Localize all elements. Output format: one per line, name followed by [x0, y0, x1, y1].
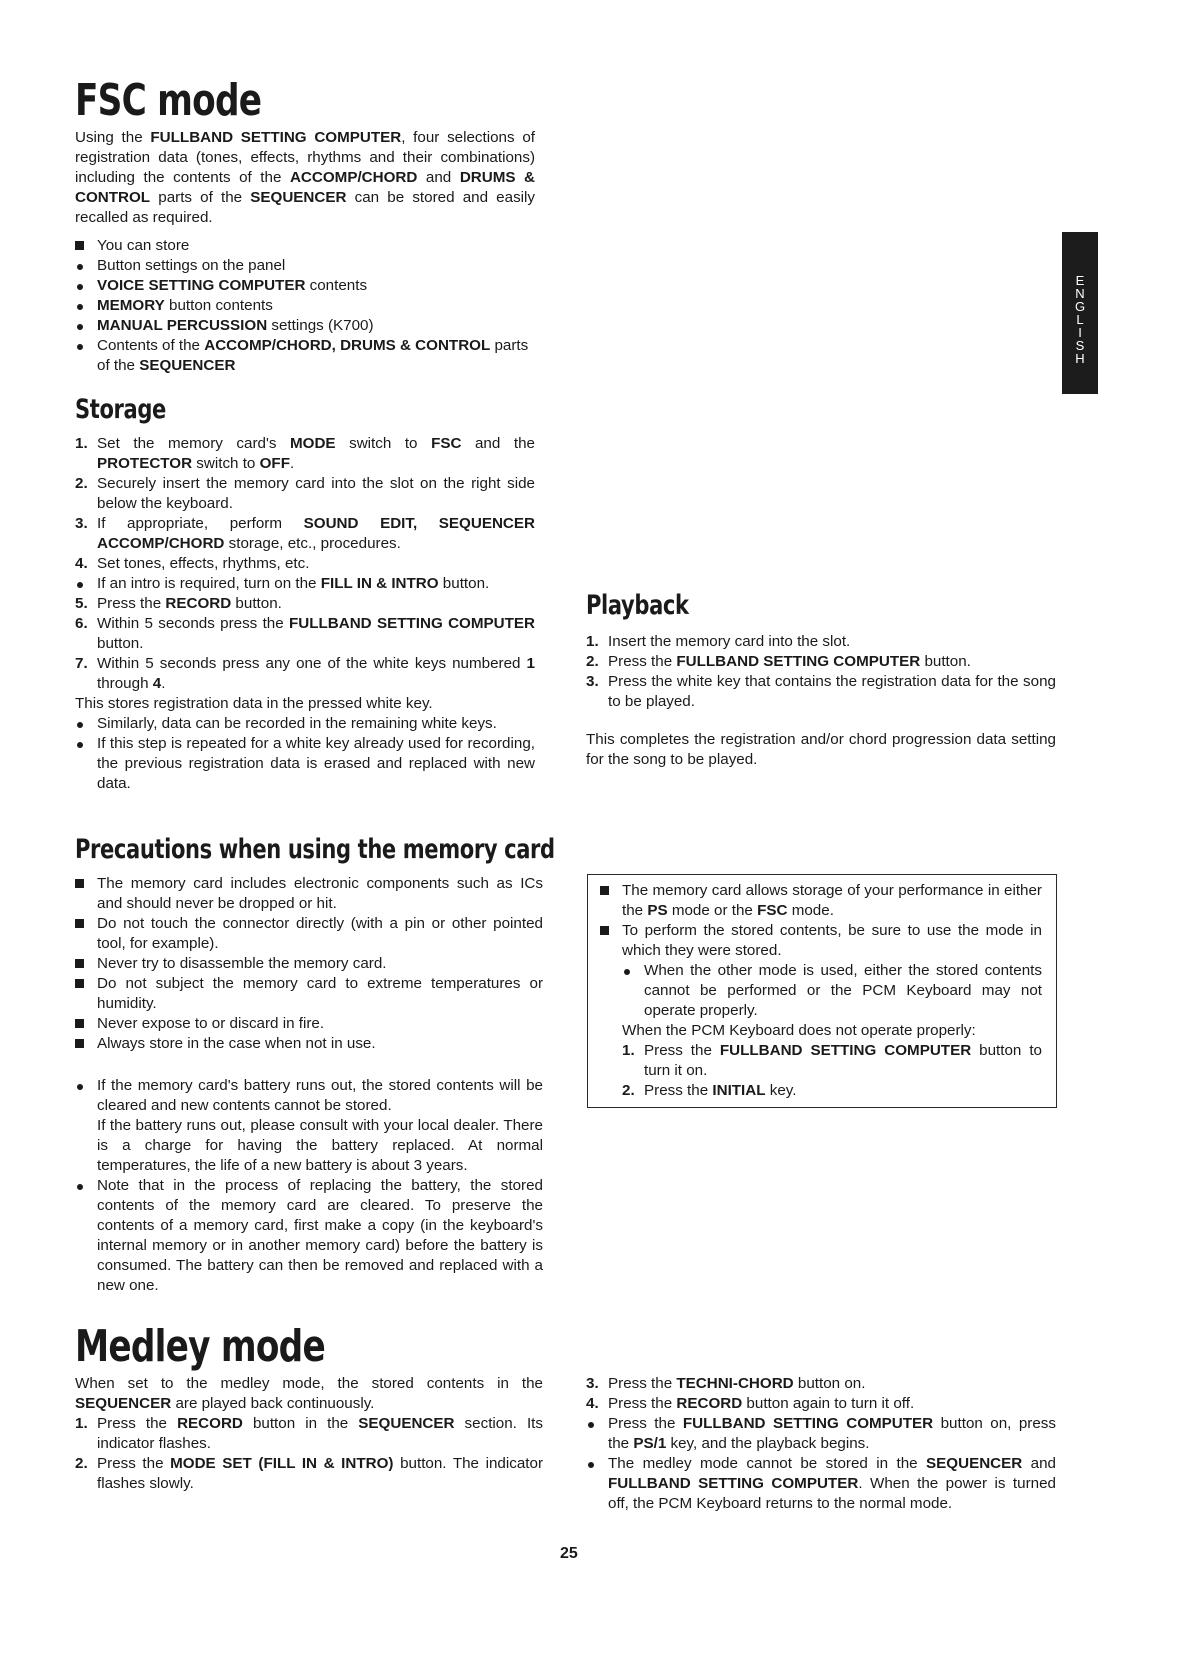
list-item [75, 594, 535, 614]
box-sub-note: When the other mode is used, either the stored contents cannot be performed or the PCM Keyboard may not operate properly. [644, 962, 1042, 1019]
list-item-text: MEMORY button contents [97, 297, 273, 314]
square-bullet-icon [75, 1039, 84, 1048]
precautions-heading: Precautions when using the memory card [75, 834, 555, 865]
step-number: 2. [75, 1455, 88, 1472]
list-item [75, 236, 535, 256]
list-item [586, 632, 1056, 652]
box-content [600, 881, 1042, 1101]
fsc-store-list [75, 236, 535, 376]
storage-steps [75, 434, 535, 694]
list-item-text: MANUAL PERCUSSION settings (K700) [97, 317, 374, 334]
square-bullet-icon [75, 241, 84, 250]
list-item-text: If appropriate, perform SOUND EDIT, SEQUENCER ACCOMP/CHORD storage, etc., procedures. [97, 515, 536, 552]
list-item [600, 881, 1042, 921]
list-item-text: Press the white key that contains the registration data for the song to be played. [608, 673, 1056, 710]
medley-mode-heading: Medley mode [75, 1321, 325, 1372]
fsc-items [75, 256, 535, 376]
medley-right [586, 1374, 1056, 1514]
square-bullet-icon [75, 879, 84, 888]
list-item-text: Press the RECORD button. [97, 595, 282, 612]
list-item [75, 874, 543, 914]
step-number: 5. [75, 595, 88, 612]
round-bullet-icon [77, 722, 83, 728]
round-bullet-icon [77, 344, 83, 350]
list-item-text: The memory card includes electronic components such as ICs and should never be dropped or hit. [97, 875, 543, 912]
fsc-intro-text: Using the FULLBAND SETTING COMPUTER, four selections of registration data (tones, effects, rhythms and their combinations) including the contents of the ACCOMP/CHORD and DRUMS & CONTROL parts of the SEQUENCER can be stored and easily recalled as required. [75, 129, 536, 226]
list-item [75, 1076, 543, 1176]
tab-letter: H [1075, 351, 1085, 366]
precautions-items [75, 874, 543, 1054]
list-item [622, 1081, 1042, 1101]
playback-steps [586, 632, 1056, 712]
fsc-intro [75, 128, 535, 228]
round-bullet-icon [77, 1084, 83, 1090]
list-item-text: Within 5 seconds press any one of the white keys numbered 1 through 4. [97, 655, 535, 692]
list-item [75, 336, 535, 376]
list-item [75, 256, 535, 276]
list-item [622, 1041, 1042, 1081]
list-item [600, 921, 1042, 961]
precautions-section [75, 874, 543, 1296]
list-item-text: Similarly, data can be recorded in the remaining white keys. [97, 715, 497, 732]
list-item-text: Press the RECORD button again to turn it off. [608, 1395, 915, 1412]
language-tab-label [1062, 232, 1098, 365]
list-item-text: Always store in the case when not in use. [97, 1035, 376, 1052]
memory-card-note-box [587, 874, 1057, 1108]
tab-letter: S [1075, 338, 1085, 353]
step-number: 6. [75, 615, 88, 632]
list-item-text: Never try to disassemble the memory card. [97, 955, 387, 972]
step-number: 7. [75, 655, 88, 672]
page-number: 25 [560, 1545, 578, 1562]
list-item [622, 961, 1042, 1021]
list-item [75, 914, 543, 954]
list-item-text: Note that in the process of replacing the battery, the stored contents of the memory card are cleared. To preserve the contents of a memory card, first make a copy (in the keyboard's internal memory or in another memory card) before the battery is consumed. The battery can then be removed and replaced with a new one. [97, 1177, 543, 1294]
list-item [75, 1034, 543, 1054]
playback-heading: Playback [586, 590, 689, 621]
list-item-text: VOICE SETTING COMPUTER contents [97, 277, 368, 294]
list-item-text: Contents of the ACCOMP/CHORD, DRUMS & CONTROL parts of the SEQUENCER [97, 337, 529, 374]
round-bullet-icon [624, 969, 630, 975]
box-sub [600, 961, 1042, 1101]
box-item-2: To perform the stored contents, be sure to use the mode in which they were stored. [622, 922, 1042, 959]
box-when: When the PCM Keyboard does not operate properly: [622, 1022, 976, 1039]
language-tab [1062, 232, 1098, 394]
list-item [75, 574, 535, 594]
list-item [586, 1454, 1056, 1514]
round-bullet-icon [77, 264, 83, 270]
medley-left-steps [75, 1414, 543, 1494]
list-item [75, 1414, 543, 1454]
list-item-text: If this step is repeated for a white key already used for recording, the previous registration data is erased and replaced with new data. [97, 735, 535, 792]
list-item-text: Set tones, effects, rhythms, etc. [97, 555, 310, 572]
list-item [75, 554, 535, 574]
list-item [75, 1454, 543, 1494]
list-item [75, 434, 535, 474]
list-item [75, 474, 535, 514]
step-number: 2. [75, 475, 88, 492]
step-number: 4. [586, 1395, 599, 1412]
list-item [75, 514, 535, 554]
playback-closing: This completes the registration and/or chord progression data setting for the song to be played. [586, 731, 1056, 768]
list-item [75, 954, 543, 974]
round-bullet-icon [588, 1462, 594, 1468]
tab-letter: I [1078, 325, 1082, 340]
square-bullet-icon [75, 919, 84, 928]
square-bullet-icon [600, 886, 609, 895]
list-item-text: Within 5 seconds press the FULLBAND SETTING COMPUTER button. [97, 615, 535, 652]
list-item [586, 652, 1056, 672]
list-item-text: Do not subject the memory card to extreme temperatures or humidity. [97, 975, 543, 1012]
round-bullet-icon [77, 1184, 83, 1190]
box-steps [622, 1041, 1042, 1101]
list-item [75, 1176, 543, 1296]
list-item [586, 1374, 1056, 1394]
round-bullet-icon [77, 582, 83, 588]
round-bullet-icon [77, 324, 83, 330]
square-bullet-icon [600, 926, 609, 935]
step-number: 3. [586, 1375, 599, 1392]
list-item [75, 1014, 543, 1034]
step-number: 1. [75, 435, 88, 452]
tab-letter: E [1075, 273, 1085, 288]
list-item [75, 276, 535, 296]
list-item-text: If the memory card's battery runs out, the stored contents will be cleared and new contents cannot be stored. [97, 1077, 543, 1114]
playback-section [586, 632, 1056, 770]
step-number: 3. [75, 515, 88, 532]
list-item-text: Securely insert the memory card into the slot on the right side below the keyboard. [97, 475, 535, 512]
storage-after: This stores registration data in the pressed white key. [75, 695, 433, 712]
square-bullet-icon [75, 979, 84, 988]
storage-heading: Storage [75, 394, 166, 425]
tab-letter: N [1075, 286, 1085, 301]
list-item-text: Do not touch the connector directly (with a pin or other pointed tool, for example). [97, 915, 543, 952]
list-item-text: Never expose to or discard in fire. [97, 1015, 325, 1032]
list-item [75, 974, 543, 1014]
list-item-text: Press the INITIAL key. [644, 1082, 797, 1099]
list-item [75, 614, 535, 654]
list-item-text: If an intro is required, turn on the FILL IN & INTRO button. [97, 575, 490, 592]
list-item [75, 734, 535, 794]
battery-note-detail: If the battery runs out, please consult with your local dealer. There is a charge for having the battery replaced. At normal temperatures, the life of a new battery is about 3 years. [97, 1117, 543, 1174]
list-item-text: The medley mode cannot be stored in the SEQUENCER and FULLBAND SETTING COMPUTER. When the power is turned off, the PCM Keyboard returns to the normal mode. [608, 1455, 1056, 1512]
step-number: 4. [75, 555, 88, 572]
list-item-text: Set the memory card's MODE switch to FSC and the PROTECTOR switch to OFF. [97, 435, 535, 472]
step-number: 1. [75, 1415, 88, 1432]
list-item-text: Press the FULLBAND SETTING COMPUTER button. [608, 653, 971, 670]
list-item-text: Button settings on the panel [97, 257, 286, 274]
step-number: 1. [622, 1042, 635, 1059]
list-item-text: Press the MODE SET (FILL IN & INTRO) button. The indicator flashes slowly. [97, 1455, 544, 1492]
round-bullet-icon [77, 742, 83, 748]
round-bullet-icon [77, 284, 83, 290]
list-item-text: Press the FULLBAND SETTING COMPUTER button to turn it on. [644, 1042, 1042, 1079]
fsc-mode-heading: FSC mode [75, 75, 262, 126]
list-item [586, 672, 1056, 712]
step-number: 3. [586, 673, 599, 690]
list-item-text: Press the RECORD button in the SEQUENCER section. Its indicator flashes. [97, 1415, 543, 1452]
square-bullet-icon [75, 1019, 84, 1028]
list-item [586, 1394, 1056, 1414]
round-bullet-icon [588, 1422, 594, 1428]
list-item [75, 296, 535, 316]
medley-intro: When set to the medley mode, the stored contents in the SEQUENCER are played back continuously. [75, 1375, 543, 1412]
list-item [586, 1414, 1056, 1454]
step-number: 1. [586, 633, 599, 650]
list-item [75, 654, 535, 694]
list-item [75, 714, 535, 734]
step-number: 2. [586, 653, 599, 670]
can-store-label: You can store [97, 237, 190, 254]
step-number: 2. [622, 1082, 635, 1099]
list-item-text: Press the TECHNI-CHORD button on. [608, 1375, 866, 1392]
storage-notes [75, 714, 535, 794]
box-item-1: The memory card allows storage of your performance in either the PS mode or the FSC mode. [622, 882, 1042, 919]
list-item-text: Insert the memory card into the slot. [608, 633, 851, 650]
round-bullet-icon [77, 304, 83, 310]
tab-letter: G [1074, 299, 1086, 314]
list-item [75, 316, 535, 336]
battery-notes [75, 1076, 543, 1296]
medley-left [75, 1374, 543, 1494]
list-item-text: Press the FULLBAND SETTING COMPUTER button on, press the PS/1 key, and the playback begins. [608, 1415, 1056, 1452]
medley-right-steps [586, 1374, 1056, 1514]
tab-letter: L [1076, 312, 1084, 327]
storage-section [75, 434, 535, 794]
square-bullet-icon [75, 959, 84, 968]
